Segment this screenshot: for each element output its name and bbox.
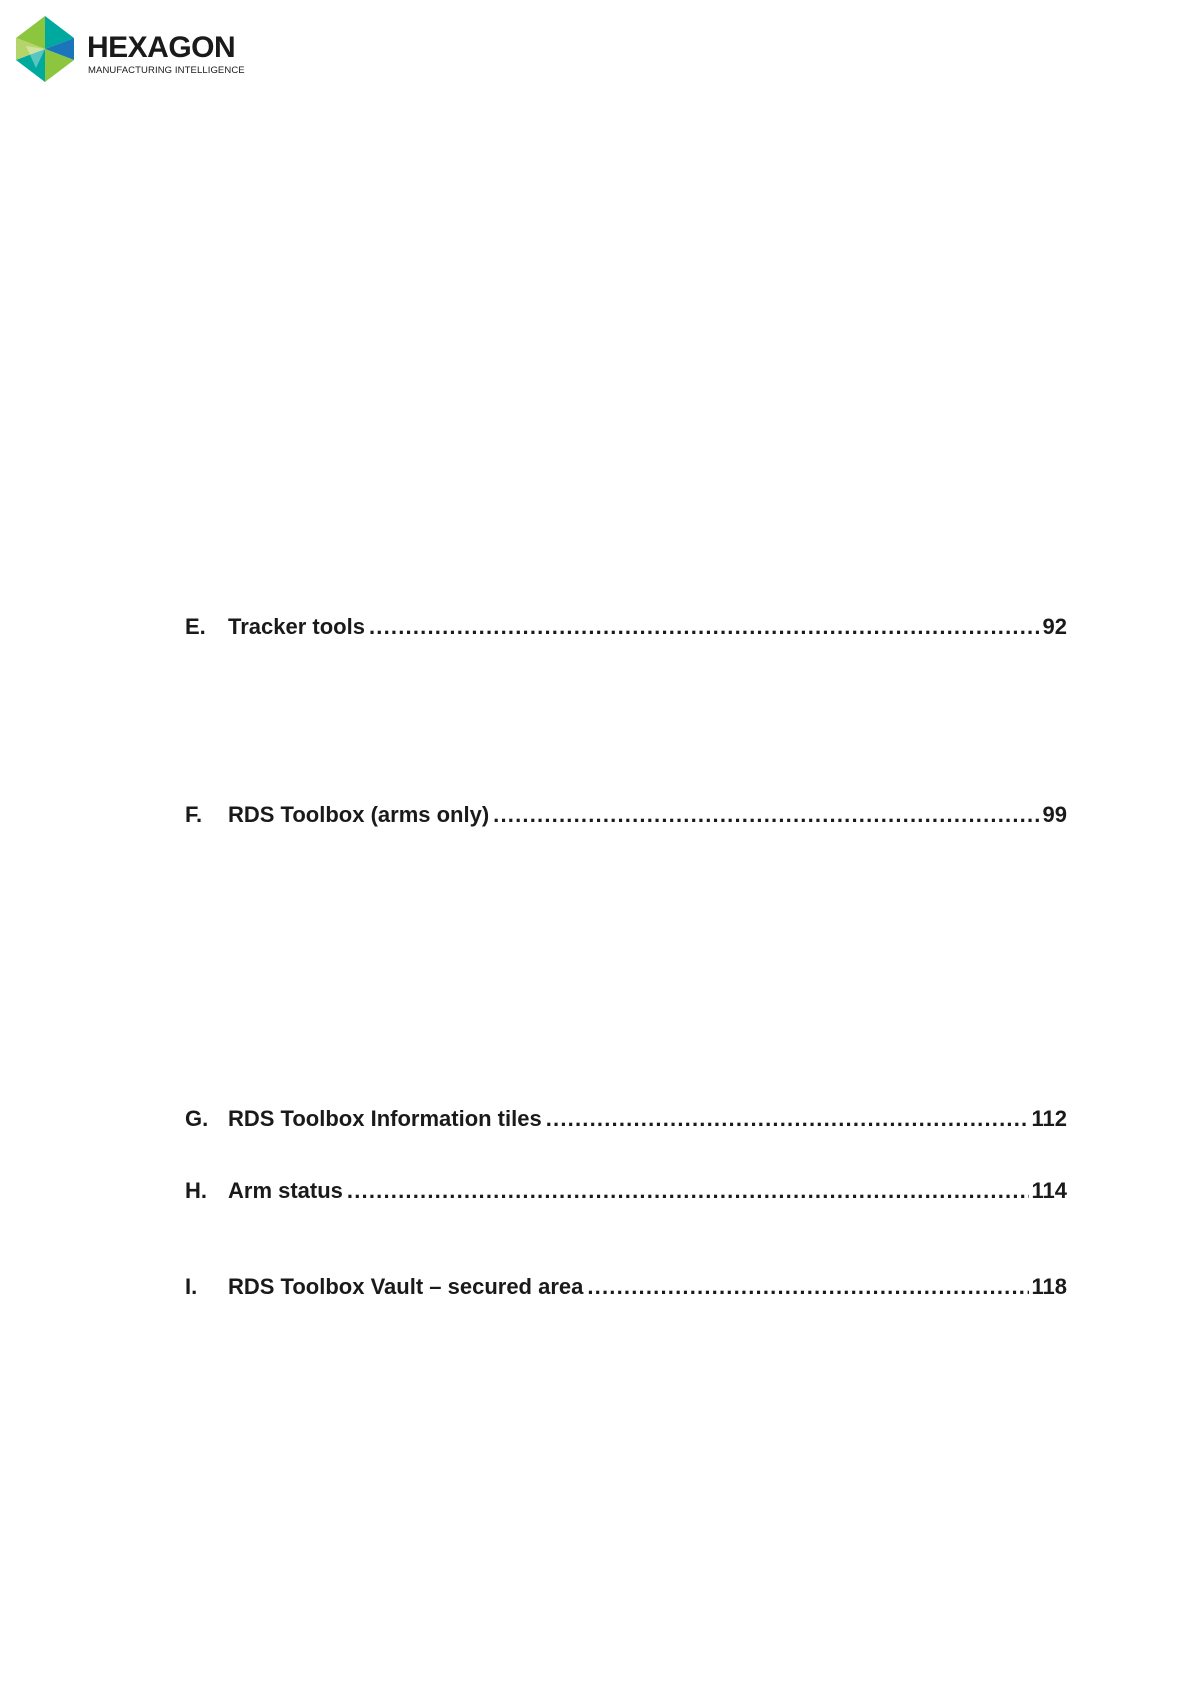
- hexagon-logo: [16, 16, 256, 82]
- toc-entry-letter: F.: [185, 802, 203, 827]
- toc-entry-page[interactable]: 114: [1031, 1178, 1067, 1203]
- toc-entry-title[interactable]: RDS Toolbox Information tiles: [228, 1106, 542, 1131]
- toc-entry-title[interactable]: Tracker tools: [228, 614, 365, 639]
- toc-dot-leader: [546, 1104, 1029, 1134]
- logo-tagline: MANUFACTURING INTELLIGENCE: [88, 65, 245, 76]
- toc-entry-information-tiles[interactable]: [185, 1104, 1067, 1134]
- toc-entry-letter: E.: [185, 614, 206, 639]
- toc-entry-letter: G.: [185, 1106, 209, 1131]
- toc-entry-letter: H.: [185, 1178, 207, 1203]
- toc-dot-leader: [369, 612, 1040, 642]
- toc-entry-page[interactable]: 92: [1042, 614, 1067, 639]
- toc-entry-page[interactable]: 112: [1031, 1106, 1067, 1131]
- toc-entry-tracker-tools[interactable]: [185, 612, 1067, 642]
- toc-entry-title[interactable]: Arm status: [228, 1178, 343, 1203]
- toc-entry-page[interactable]: 118: [1031, 1274, 1067, 1299]
- logo-wordmark: HEXAGON: [87, 31, 236, 64]
- toc-dot-leader: [587, 1272, 1028, 1302]
- toc-entry-page[interactable]: 99: [1042, 802, 1067, 827]
- toc-entry-title[interactable]: RDS Toolbox (arms only): [228, 802, 490, 827]
- hexagon-logo-mark-icon: [16, 16, 74, 82]
- toc-entry-letter: I.: [185, 1274, 198, 1299]
- toc-dot-leader: [347, 1176, 1029, 1206]
- toc-dot-leader: [493, 800, 1039, 830]
- toc-entry-vault[interactable]: [185, 1272, 1067, 1302]
- toc-entry-arm-status[interactable]: [185, 1176, 1067, 1206]
- toc-entry-title[interactable]: RDS Toolbox Vault – secured area: [228, 1274, 584, 1299]
- toc-entry-rds-toolbox[interactable]: [185, 800, 1067, 830]
